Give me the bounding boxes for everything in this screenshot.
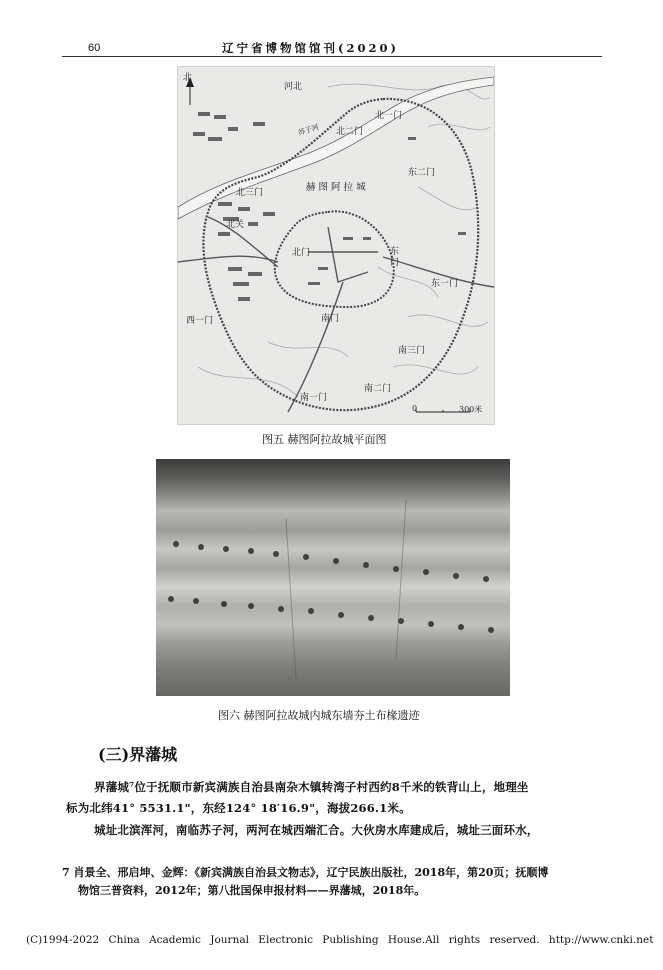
figure5-caption: 图五 赫图阿拉故城平面图 bbox=[262, 433, 387, 446]
figure5-site-plan-map bbox=[177, 66, 495, 425]
east-gate-label: 东门 bbox=[390, 247, 400, 268]
scale-zero-label: 0 bbox=[412, 404, 418, 413]
footnote-line-2: 物馆三普资料，2012年；第八批国保申报材料——界藩城，2018年。 bbox=[78, 884, 426, 897]
inner-north-gate-label: 北门 bbox=[292, 248, 311, 258]
south-gate-2-label: 南二门 bbox=[364, 384, 392, 394]
north-gate-1-label: 北一门 bbox=[375, 111, 403, 121]
east-gate-1-label: 东一门 bbox=[431, 279, 459, 289]
city-name-label: 赫 图 阿 拉 城 bbox=[306, 182, 366, 193]
west-gate-1-label: 西一门 bbox=[186, 316, 214, 326]
wall-cracks bbox=[286, 499, 406, 679]
north-gate-2-label: 北二门 bbox=[336, 127, 364, 137]
south-gate-label: 南门 bbox=[321, 314, 340, 324]
figure6-caption: 图六 赫图阿拉故城内城东墙夯土布椽遗迹 bbox=[218, 709, 420, 722]
suzi-river bbox=[178, 77, 494, 219]
east-gate-2-label: 东二门 bbox=[408, 168, 436, 178]
page-number: 60 bbox=[88, 42, 101, 54]
north-label: 北 bbox=[183, 73, 193, 83]
suzi-river-label: 苏子河 bbox=[297, 122, 320, 138]
wall-photo-drawing bbox=[156, 459, 510, 696]
hebei-label: 河北 bbox=[284, 82, 303, 92]
copyright-footer: (C)1994-2022 China Academic Journal Electronic Publishing House.All rights reserved. http://www.cnki.net bbox=[26, 934, 654, 946]
south-gate-1-label: 南一门 bbox=[300, 393, 328, 403]
section-heading: (三)界藩城 bbox=[98, 745, 178, 764]
paragraph-1-line-1: 界藩城⁷位于抚顺市新宾满族自治县南杂木镇转湾子村西约8千米的铁背山上，地理坐 bbox=[94, 780, 529, 794]
north-gate-3-label: 北三门 bbox=[236, 188, 264, 198]
figure6-wall-photo bbox=[156, 459, 510, 696]
rafter-hole-rows bbox=[168, 541, 494, 633]
hole-row-2 bbox=[168, 596, 494, 633]
running-header bbox=[62, 40, 602, 57]
footnote-line-1: 7 肖景全、邢启坤、金辉：《新宾满族自治县文物志》，辽宁民族出版社，2018年，第20页；抚顺博 bbox=[62, 866, 549, 879]
scale-max-label: 300米 bbox=[459, 405, 483, 414]
site-plan-drawing bbox=[178, 67, 494, 424]
buildings bbox=[193, 112, 466, 301]
journal-title: 辽宁省博物馆馆刊(2020) bbox=[222, 41, 399, 55]
paragraph-2-line-1: 城址北滨浑河，南临苏子河，两河在城西端汇合。大伙房水库建成后，城址三面环水， bbox=[94, 823, 539, 837]
paragraph-1-line-2: 标为北纬41° 5531.1"，东经124° 18′16.9"，海拔266.1米。 bbox=[66, 801, 411, 815]
beiguan-label: 北关 bbox=[226, 220, 245, 230]
south-gate-3-label: 南三门 bbox=[398, 346, 426, 356]
hole-row-1 bbox=[173, 541, 489, 582]
